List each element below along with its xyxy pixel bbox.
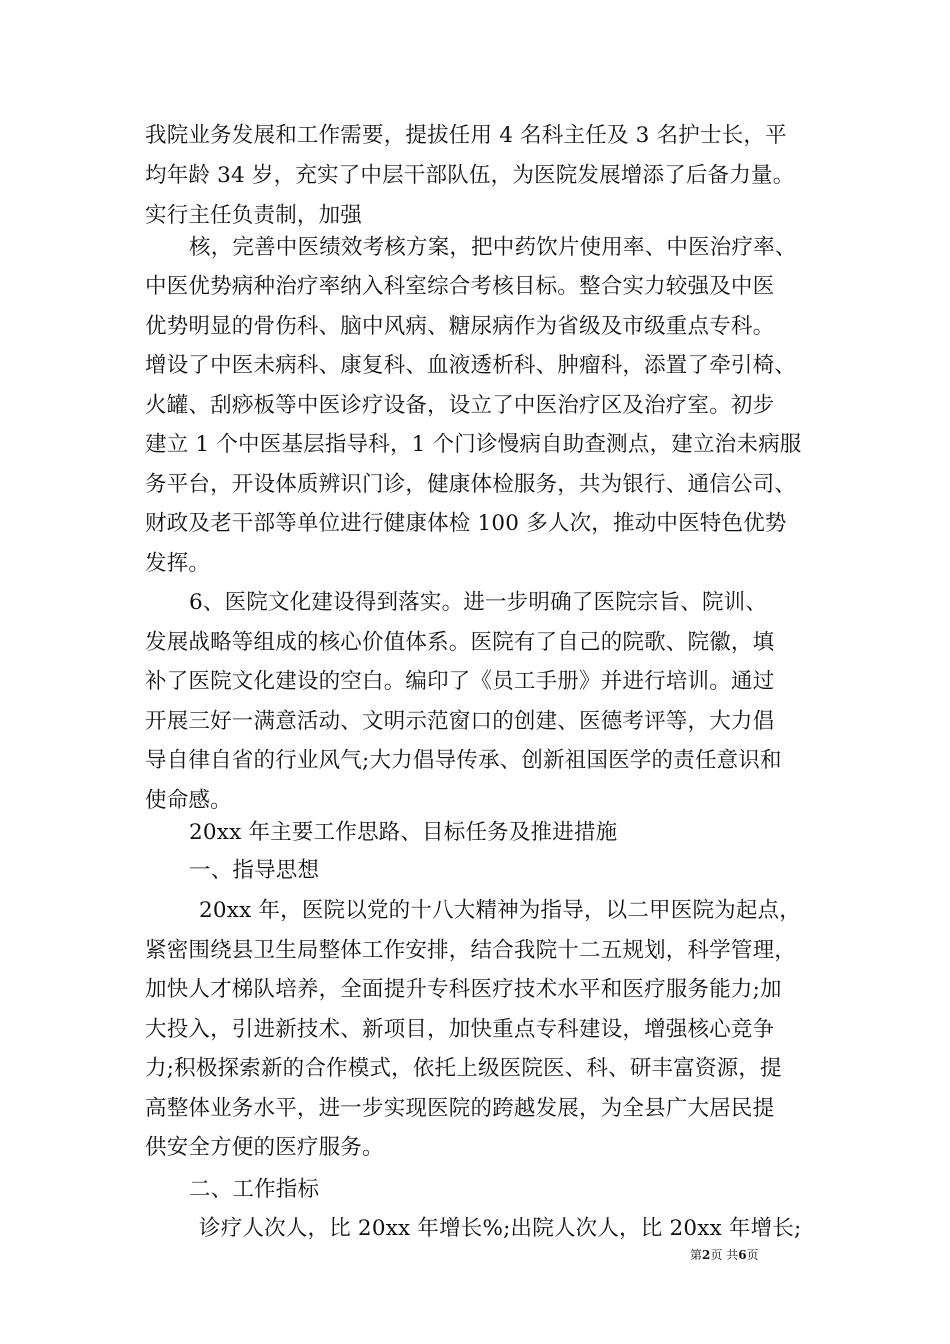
paragraph-line: 使命感。 [145,788,232,813]
paragraph-line: 核，完善中医绩效考核方案，把中药饮片使用率、中医治疗率、 [189,235,797,260]
paragraph-line: 中医优势病种治疗率纳入科室综合考核目标。整合实力较强及中医 [145,274,775,299]
paragraph-line: 发展战略等组成的核心价值体系。医院有了自己的院歌、院徽，填 [145,630,775,655]
paragraph-line: 增设了中医未病科、康复科、血液透析科、肿瘤科，添置了牵引椅、 [145,353,797,378]
total-page-number: 6 [738,1248,747,1262]
current-page-number: 2 [702,1248,711,1262]
paragraph-line: 紧密围绕县卫生局整体工作安排，结合我院十二五规划，科学管理， [145,938,797,963]
paragraph-line: 补了医院文化建设的空白。编印了《员工手册》并进行培训。通过 [145,669,775,694]
paragraph-line: 20xx 年，医院以党的十八大精神为指导，以二甲医院为起点， [199,898,801,923]
paragraph-line: 大投入，引进新技术、新项目，加快重点专科建设，增强核心竞争 [145,1017,775,1042]
paragraph-line: 诊疗人次人，比 20xx 年增长%;出院人次人，比 20xx 年增长; [199,1216,802,1241]
paragraph-line: 务平台，开设体质辨识门诊，健康体检服务，共为银行、通信公司、 [145,472,797,497]
paragraph-line: 力;积极探索新的合作模式，依托上级医院医、科、研丰富资源，提 [145,1056,782,1081]
paragraph-line: 导自律自省的行业风气;大力倡导传承、创新祖国医学的责任意识和 [145,748,782,773]
paragraph-line: 建立 1 个中医基层指导科，1 个门诊慢病自助查测点，建立治未病服 [145,432,802,457]
footer-middle: 页 共 [710,1248,739,1262]
paragraph-line: 实行主任负责制，加强 [145,203,363,228]
footer-prefix: 第 [690,1248,703,1262]
paragraph-line: 开展三好一满意活动、文明示范窗口的创建、医德考评等，大力倡 [145,709,775,734]
section-heading: 20xx 年主要工作思路、目标任务及推进措施 [189,820,618,845]
paragraph-line: 火罐、刮痧板等中医诊疗设备，设立了中医治疗区及治疗室。初步 [145,393,775,418]
paragraph-line: 财政及老干部等单位进行健康体检 100 多人次，推动中医特色优势 [145,511,787,536]
paragraph-line: 我院业务发展和工作需要，提拔任用 4 名科主任及 3 名护士长，平 [145,123,787,148]
paragraph-line: 优势明显的骨伤科、脑中风病、糖尿病作为省级及市级重点专科。 [145,314,775,339]
page-footer [690,1249,759,1261]
section-heading: 二、工作指标 [189,1177,320,1202]
section-heading: 一、指导思想 [189,858,320,883]
paragraph-line: 供安全方便的医疗服务。 [145,1135,384,1160]
paragraph-line: 均年龄 34 岁，充实了中层干部队伍，为医院发展增添了后备力量。 [145,163,795,188]
paragraph-line: 发挥。 [145,551,211,576]
footer-suffix: 页 [746,1248,759,1262]
paragraph-line: 高整体业务水平，进一步实现医院的跨越发展，为全县广大居民提 [145,1096,775,1121]
paragraph-line: 6、医院文化建设得到落实。进一步明确了医院宗旨、院训、 [189,590,768,615]
paragraph-line: 加快人才梯队培养，全面提升专科医疗技术水平和医疗服务能力;加 [145,977,782,1002]
